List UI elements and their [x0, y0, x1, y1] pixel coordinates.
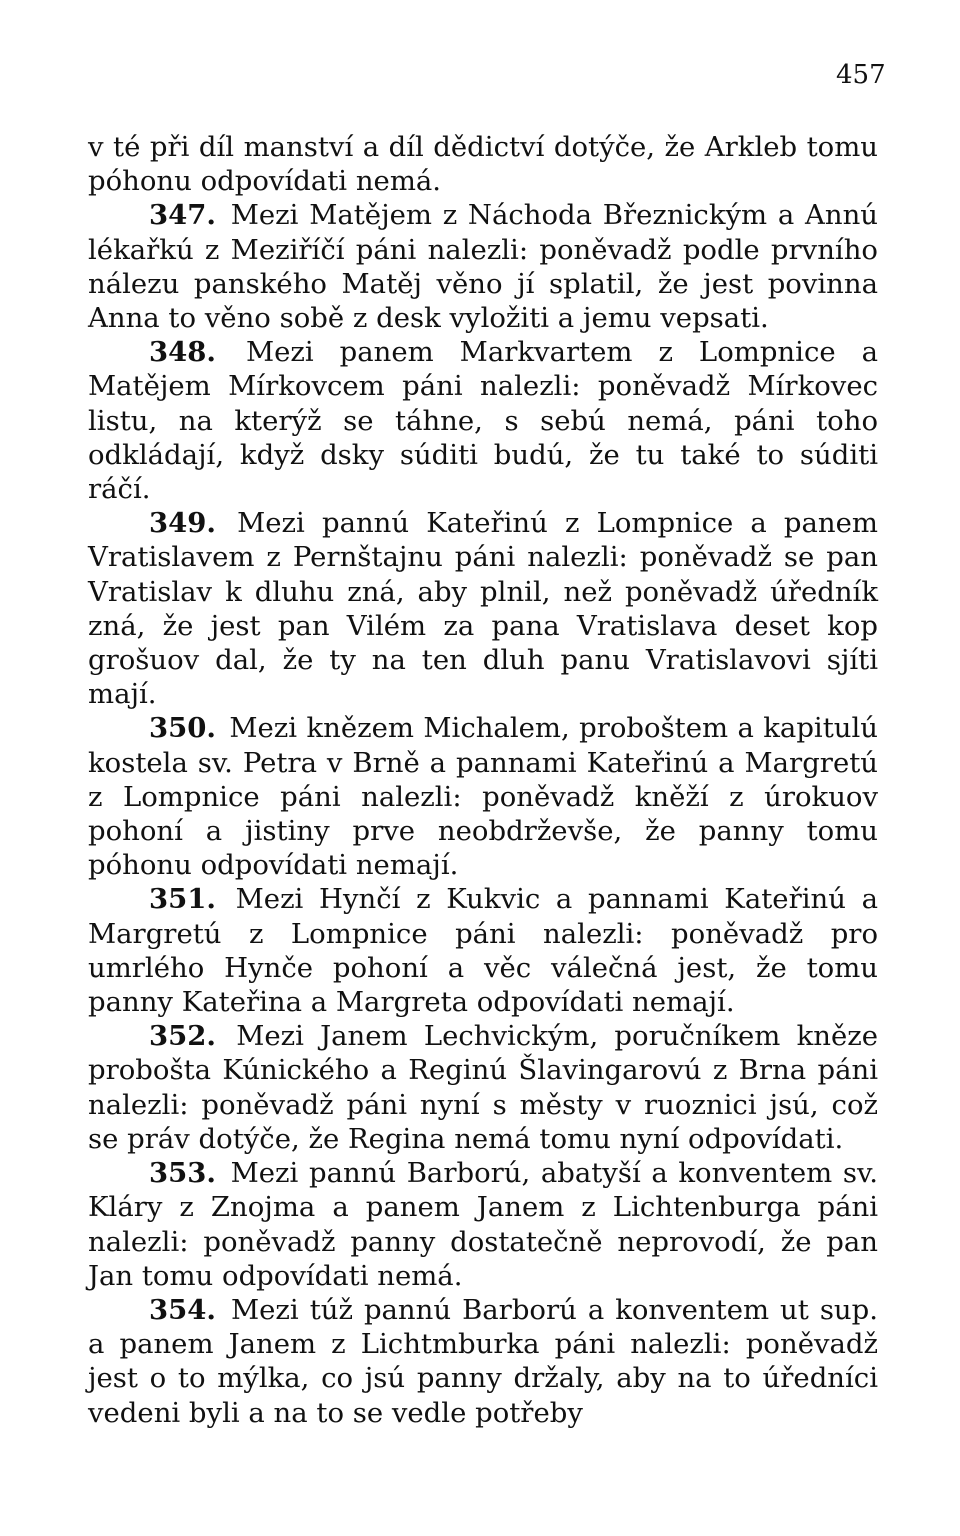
- paragraph-number: 350.: [149, 712, 216, 745]
- paragraph-352: [88, 1019, 878, 1156]
- paragraph-number: 349.: [149, 507, 216, 540]
- paragraph-351: [88, 882, 878, 1019]
- paragraph-text: Mezi pannú Barború, abatyší a konventem sv. Kláry z Znojma a panem Janem z Lichtenburga páni nalezli: poněvadž panny dostatečně neprovodí, že pan Jan tomu odpovídati nemá.: [88, 1157, 879, 1292]
- paragraph-349: [88, 506, 878, 711]
- paragraph-number: 348.: [149, 336, 216, 369]
- paragraph-number: 354.: [149, 1293, 216, 1326]
- page-number: 457: [836, 60, 886, 90]
- paragraph-text: Mezi Hynčí z Kukvic a pannami Kateřinú a Margretú z Lompnice páni nalezli: poněvadž pro umrlého Hynče pohoní a věc válečná jest, že tomu panny Kateřina a Margreta odpovídati nemají.: [88, 883, 878, 1019]
- paragraph-354: [88, 1293, 878, 1430]
- paragraph-number: 347.: [149, 199, 216, 232]
- paragraph-353: [88, 1156, 878, 1293]
- paragraph-text: Mezi knězem Michalem, proboštem a kapitulú kostela sv. Petra v Brně a pannami Kateřinú a Margretú z Lompnice páni nalezli: poněvadž kněží z úrokuov pohoní a jistiny prve neobdrževše, že panny tomu póhonu odpovídati nemají.: [88, 712, 878, 882]
- paragraph-number: 353.: [149, 1157, 216, 1190]
- paragraph-text: Mezi pannú Kateřinú z Lompnice a panem Vratislavem z Pernštajnu páni nalezli: poněvadž se pan Vratislav k dluhu zná, aby plnil, než poněvadž úředník zná, že jest pan Vilém za pana Vratislava deset kop grošuov dal, že ty na ten dluh panu Vratislavovi sjíti mají.: [88, 507, 878, 711]
- paragraph-number: 352.: [149, 1020, 216, 1053]
- paragraph-text: v té při díl manství a díl dědictví dotýče, že Arkleb tomu póhonu odpovídati nemá.: [88, 131, 878, 198]
- paragraph-350: [88, 711, 878, 882]
- paragraph-text: Mezi Matějem z Náchoda Březnickým a Annú lékařkú z Meziříčí páni nalezli: poněvadž podle prvního nálezu panského Matěj věno jí splatil, že jest povinna Anna to věno sobě z desk vyložiti a jemu vepsati.: [88, 199, 878, 335]
- page-body: [88, 130, 878, 1430]
- paragraph-347: [88, 198, 878, 335]
- paragraph-number: 351.: [149, 883, 216, 916]
- paragraph-continuation: [88, 130, 878, 198]
- paragraph-348: [88, 335, 878, 506]
- paragraph-text: Mezi panem Markvartem z Lompnice a Matějem Mírkovcem páni nalezli: poněvadž Mírkovec listu, na kterýž se táhne, s sebú nemá, páni toho odkládají, když dsky súditi budú, že tu také to súditi ráčí.: [88, 336, 878, 506]
- paragraph-text: Mezi túž pannú Barború a konventem ut sup. a panem Janem z Lichtmburka páni nalezli: poněvadž jest o to mýlka, co jsú panny držaly, aby na to úředníci vedeni byli a na to se vedle potřeby: [88, 1293, 878, 1429]
- paragraph-text: Mezi Janem Lechvickým, poručníkem kněze probošta Kúnického a Reginú Šlavingarovú z Brna páni nalezli: poněvadž páni nyní s městy v ruoznici jsú, což se práv dotýče, že Regina nemá tomu nyní odpovídati.: [88, 1020, 878, 1155]
